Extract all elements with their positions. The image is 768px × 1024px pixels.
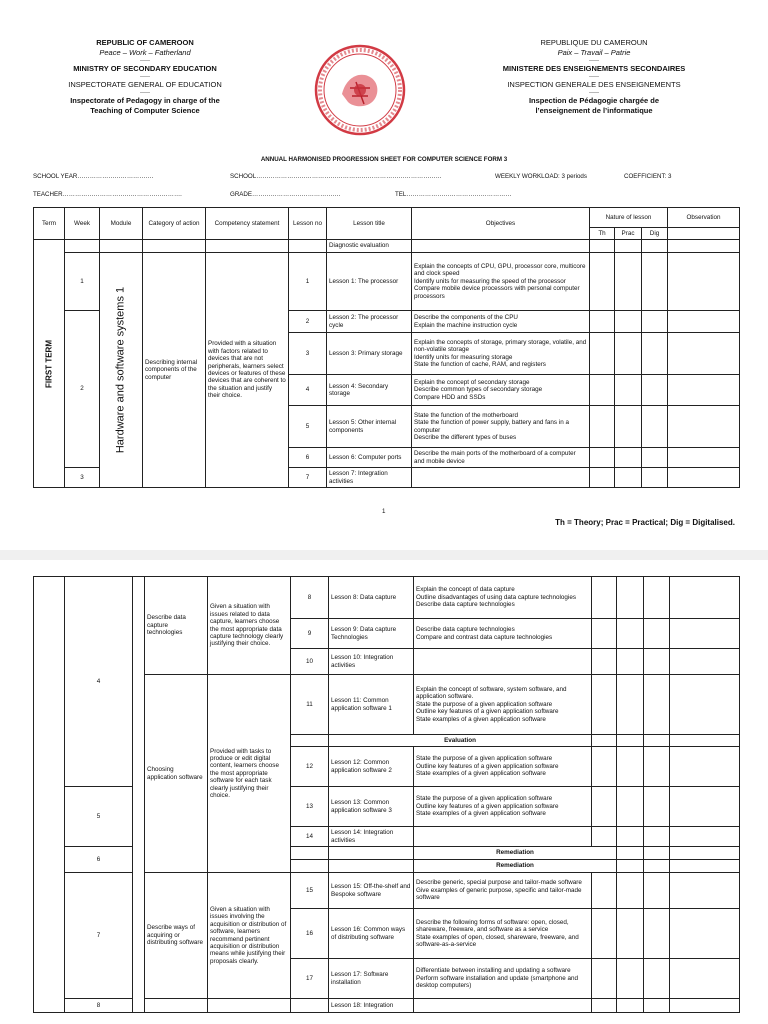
- seal-icon: [312, 42, 408, 138]
- lesson-no: 5: [289, 406, 327, 448]
- competency-cell: Given a situation with issues related to data capture, learners choose the most appropriate data capture technology clearly justifying their choice.: [208, 577, 291, 675]
- progression-table-page-1: [33, 207, 740, 488]
- lesson-title: Lesson 16: Common ways of distributing software: [329, 909, 414, 959]
- lesson-title: Lesson 15: Off-the-shelf and Bespoke software: [329, 873, 414, 909]
- module-label: Hardware and software systems 1: [114, 286, 127, 454]
- ministry-fr: MINISTERE DES ENSEIGNEMENTS SECONDAIRES: [502, 64, 686, 73]
- country-en: REPUBLIC OF CAMEROON: [96, 38, 194, 47]
- col-term: Term: [34, 208, 65, 240]
- header-left: [40, 38, 250, 116]
- objectives-cell: Explain the concept of data capture Outline disadvantages of using data capture technologies Describe data capture technologies: [414, 577, 592, 619]
- lesson-title: Lesson 12: Common application software 2: [329, 747, 414, 787]
- remediation-row: Remediation: [414, 860, 617, 873]
- lesson-title: Lesson 3: Primary storage: [327, 333, 412, 375]
- col-prac: Prac: [615, 228, 642, 240]
- coefficient: COEFFICIENT: 3: [624, 173, 672, 180]
- week-cell: 7: [65, 873, 133, 999]
- col-week: Week: [65, 208, 100, 240]
- lesson-no: 10: [291, 649, 329, 675]
- category-cell: Describe ways of acquiring or distributing software: [145, 873, 208, 999]
- divider: -----: [140, 58, 150, 64]
- objectives-cell: Explain the concepts of CPU, GPU, processor core, multicore and clock speed Identify units for measuring the speed of the processor Compare mobile device processors with personal computer processors: [412, 253, 590, 311]
- pedagogy-fr-2: l’enseignement de l’informatique: [535, 106, 653, 115]
- page-number: 1: [382, 508, 386, 515]
- objectives-cell: State the purpose of a given application software Outline key features of a given application software State examples of a given application software: [414, 747, 592, 787]
- term-cell: [34, 240, 65, 488]
- lesson-no: [291, 999, 329, 1013]
- observation-blank: [668, 228, 740, 240]
- lesson-title: Lesson 18: Integration: [329, 999, 414, 1013]
- motto-en: Peace – Work – Fatherland: [99, 48, 191, 57]
- header-right: [484, 38, 704, 116]
- week-cell: 8: [65, 999, 133, 1013]
- objectives-cell: Describe the following forms of software: open, closed, shareware, freeware, and software as a service State examples of open, closed, shareware, freeware, and software-as-a-service: [414, 909, 592, 959]
- col-objectives: Objectives: [412, 208, 590, 240]
- lesson-title: Lesson 13: Common application software 3: [329, 787, 414, 827]
- pedagogy-en-2: Teaching of Computer Science: [90, 106, 200, 115]
- col-th: Th: [590, 228, 615, 240]
- competency-cell: Provided with tasks to produce or edit digital content, learners choose the most appropriate software for each task clearly justifying their choice.: [208, 675, 291, 873]
- ministry-seal: [312, 42, 408, 138]
- objectives-cell: Differentiate between installing and updating a software Perform software installation and update (smartphone and desktop computers): [414, 959, 592, 999]
- lesson-no: 7: [289, 468, 327, 488]
- divider: -----: [140, 74, 150, 80]
- category-cell: Choosing application software: [145, 675, 208, 873]
- divider: -----: [140, 90, 150, 96]
- tel-field: TEL……………………………………………: [395, 191, 512, 198]
- lesson-no: 12: [291, 747, 329, 787]
- objectives-cell: Explain the concept of secondary storage Describe common types of secondary storage Compare HDD and SSDs: [412, 375, 590, 406]
- col-dig: Dig: [642, 228, 668, 240]
- col-observation: Observation: [668, 208, 740, 228]
- evaluation-row: Evaluation: [329, 735, 592, 747]
- col-competency: Competency statement: [206, 208, 289, 240]
- page-separator: [0, 550, 768, 560]
- weekly-workload: WEEKLY WORKLOAD: 3 periods: [495, 173, 587, 180]
- week-cell: 4: [65, 577, 133, 787]
- lesson-no: 3: [289, 333, 327, 375]
- week-cell: 6: [65, 847, 133, 873]
- remediation-row: Remediation: [414, 847, 617, 860]
- lesson-title: Lesson 9: Data capture Technologies: [329, 619, 414, 649]
- lesson-no: 1: [289, 253, 327, 311]
- lesson-title: Lesson 11: Common application software 1: [329, 675, 414, 735]
- category-cell: Describe data capture technologies: [145, 577, 208, 675]
- week-cell: 3: [65, 468, 100, 488]
- objectives-cell: Explain the concept of software, system software, and application software. State the purpose of a given application software Outline key features of a given application software State examples of a given application software: [414, 675, 592, 735]
- lesson-title: Lesson 8: Data capture: [329, 577, 414, 619]
- objectives-cell: Describe the main ports of the motherboard of a computer and mobile device: [412, 448, 590, 468]
- lesson-title: Lesson 17: Software installation: [329, 959, 414, 999]
- pedagogy-en-1: Inspectorate of Pedagogy in charge of the: [70, 96, 220, 105]
- col-category: Category of action: [143, 208, 206, 240]
- objectives-cell: State the function of the motherboard State the function of power supply, battery and fans in a computer Describe the different types of buses: [412, 406, 590, 448]
- module-cell: [100, 253, 143, 488]
- lesson-no: 2: [289, 311, 327, 333]
- ministry-en: MINISTRY OF SECONDARY EDUCATION: [73, 64, 217, 73]
- school-year-field: SCHOOL YEAR……………………………….: [33, 173, 154, 180]
- lesson-title: Lesson 7: Integration activities: [327, 468, 412, 488]
- lesson-no: 4: [289, 375, 327, 406]
- divider: -----: [589, 74, 599, 80]
- objectives-cell: Describe data capture technologies Compare and contrast data capture technologies: [414, 619, 592, 649]
- lesson-title: Lesson 2: The processor cycle: [327, 311, 412, 333]
- competency-cell: Given a situation with issues involving the acquisition or distribution of software, learners recommend pertinent acquisition or distribution means while justifying their proposals clearly.: [208, 873, 291, 999]
- grade-field: GRADE…………………………………….: [230, 191, 341, 198]
- lesson-no: 9: [291, 619, 329, 649]
- lesson-no: 15: [291, 873, 329, 909]
- term-cell: [34, 577, 65, 1013]
- objectives-cell: Explain the concepts of storage, primary storage, volatile, and non-volatile storage Identify units for measuring storage State the function of cache, RAM, and registers: [412, 333, 590, 375]
- lesson-no: 17: [291, 959, 329, 999]
- country-fr: REPUBLIQUE DU CAMEROUN: [540, 38, 648, 47]
- school-field: SCHOOL………………………………………………………………………………: [230, 173, 442, 180]
- module-cell: [133, 577, 145, 1013]
- lesson-title: Lesson 1: The processor: [327, 253, 412, 311]
- objectives-cell: Describe generic, special purpose and tailor-made software Give examples of generic purpose, specific and tailor-made software: [414, 873, 592, 909]
- lesson-title: Lesson 10: Integration activities: [329, 649, 414, 675]
- sheet-title: ANNUAL HARMONISED PROGRESSION SHEET FOR COMPUTER SCIENCE FORM 3: [260, 156, 508, 163]
- divider: -----: [589, 90, 599, 96]
- col-module: Module: [100, 208, 143, 240]
- objectives-cell: State the purpose of a given application software Outline key features of a given application software State examples of a given application software: [414, 787, 592, 827]
- week-cell: 1: [65, 253, 100, 311]
- lesson-no: 16: [291, 909, 329, 959]
- lesson-no: 13: [291, 787, 329, 827]
- col-lesson-title: Lesson title: [327, 208, 412, 240]
- competency-cell: Provided with a situation with factors related to devices that are not peripherals, learners select devices or features of these devices that are coherent to the situation and justify their choice.: [206, 253, 289, 488]
- teacher-field: TEACHER………………………………………………….: [33, 191, 182, 198]
- lesson-no: 6: [289, 448, 327, 468]
- lesson-title: Lesson 5: Other internal components: [327, 406, 412, 448]
- lesson-title: Lesson 6: Computer ports: [327, 448, 412, 468]
- lesson-nature-legend: Th = Theory; Prac = Practical; Dig = Digitalised.: [555, 518, 735, 527]
- lesson-title: Lesson 4: Secondary storage: [327, 375, 412, 406]
- week-cell: 5: [65, 787, 133, 847]
- term-label: FIRST TERM: [44, 339, 54, 388]
- col-nature: Nature of lesson: [590, 208, 668, 228]
- divider: -----: [589, 58, 599, 64]
- col-lesson-no: Lesson no: [289, 208, 327, 240]
- inspectorate-en: INSPECTORATE GENERAL OF EDUCATION: [68, 80, 222, 89]
- progression-table-page-2: [33, 576, 740, 1013]
- diagnostic-evaluation: Diagnostic evaluation: [327, 240, 412, 253]
- motto-fr: Paix – Travail – Patrie: [557, 48, 631, 57]
- pedagogy-fr-1: Inspection de Pédagogie chargée de: [528, 96, 660, 105]
- lesson-no: 11: [291, 675, 329, 735]
- category-cell: Describing internal components of the computer: [143, 253, 206, 488]
- lesson-no: 14: [291, 827, 329, 847]
- week-cell: 2: [65, 311, 100, 468]
- lesson-no: 8: [291, 577, 329, 619]
- inspectorate-fr: INSPECTION GENERALE DES ENSEIGNEMENTS: [507, 80, 681, 89]
- objectives-cell: Describe the components of the CPU Explain the machine instruction cycle: [412, 311, 590, 333]
- lesson-title: Lesson 14: Integration activities: [329, 827, 414, 847]
